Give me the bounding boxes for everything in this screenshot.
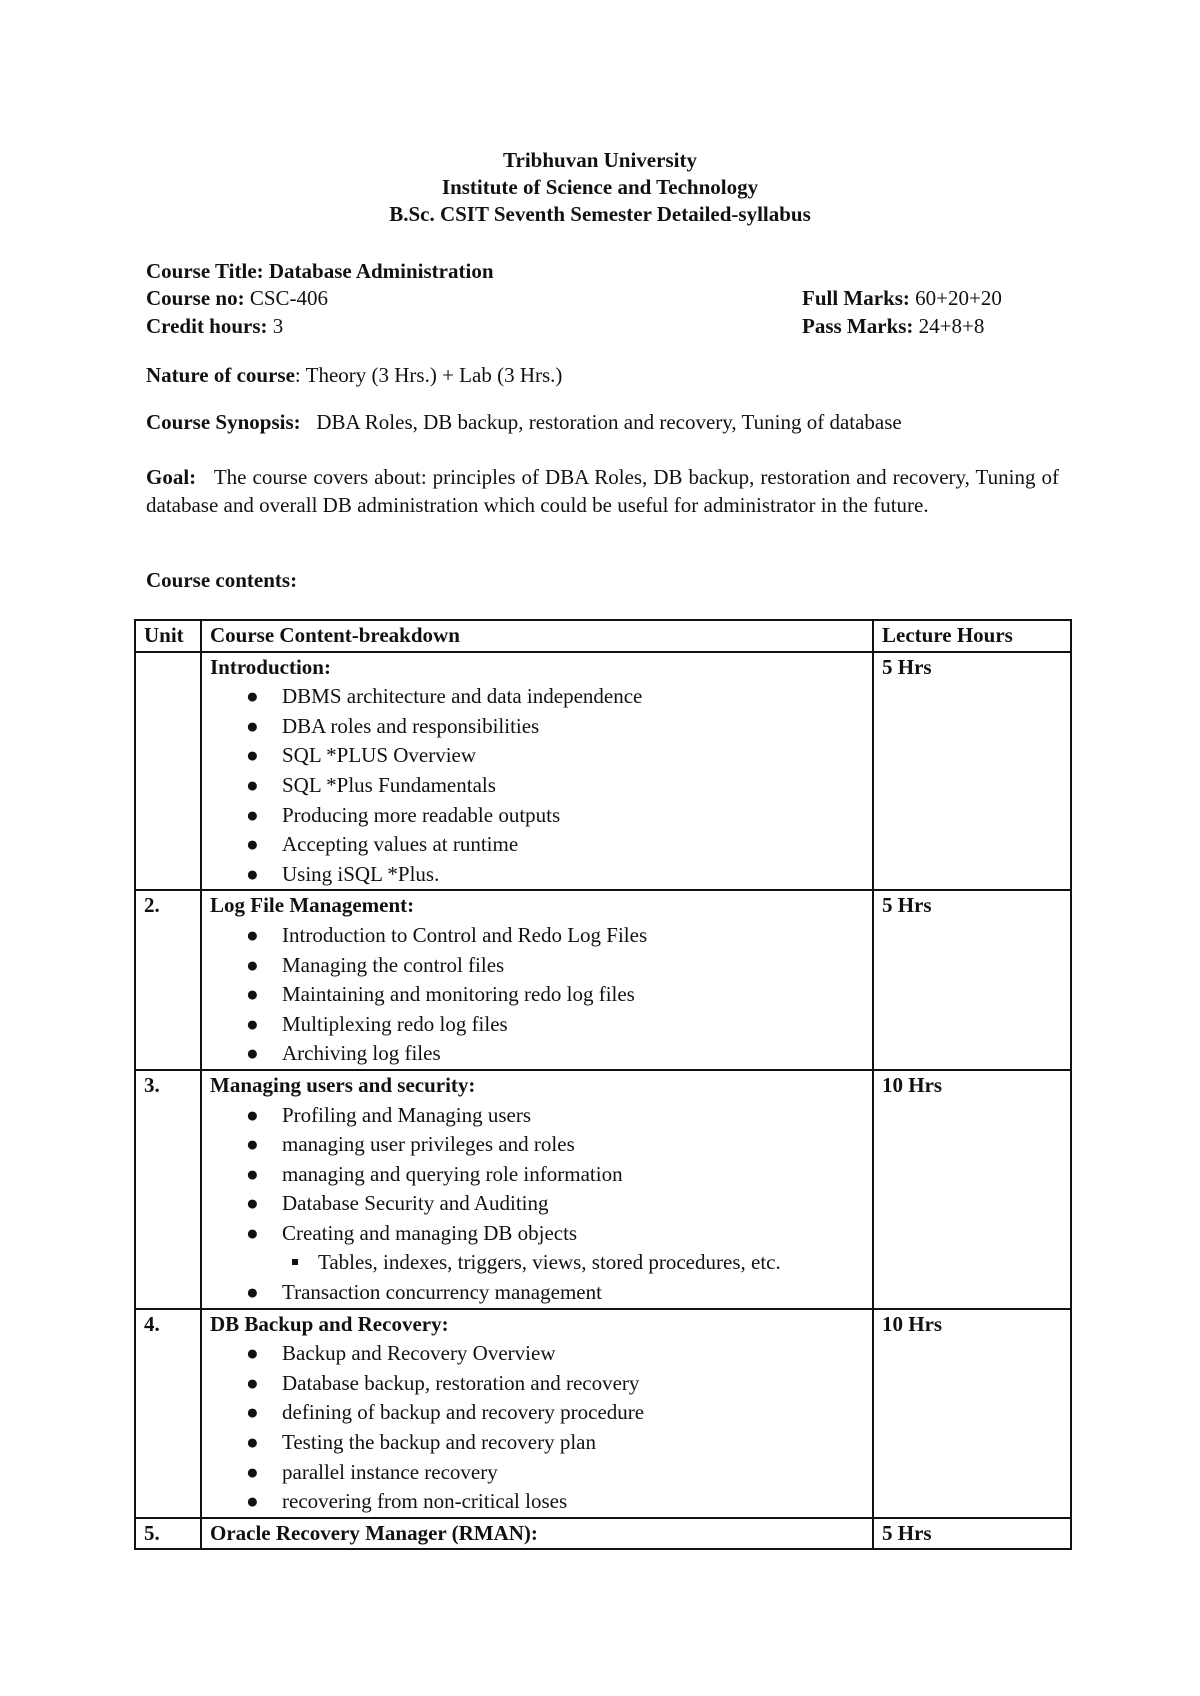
bullet-icon: ● [246,1132,259,1157]
synopsis-value: DBA Roles, DB backup, restoration and recovery, Tuning of database [316,410,902,434]
pass-marks-line [802,313,984,340]
list-item: ● Multiplexing redo log files [282,1010,872,1040]
unit-content [201,1070,873,1309]
course-title-line [146,258,494,285]
institute-name: Institute of Science and Technology [441,175,759,199]
bullet-icon: ● [246,743,259,768]
topic-list [210,682,872,889]
topic-list [210,1101,872,1308]
unit-number: 5. [135,1518,201,1550]
header-unit: Unit [135,620,201,652]
nature-value: : Theory (3 Hrs.) + Lab (3 Hrs.) [294,363,563,387]
course-no-label: Course no: [146,286,245,310]
bullet-icon: ● [246,684,259,709]
course-contents-table [134,619,1072,1550]
list-item: ● DBMS architecture and data independence [282,682,872,712]
bullet-icon: ● [246,802,259,827]
course-no-line [146,285,328,312]
bullet-icon: ● [246,1489,259,1514]
goal-paragraph [146,463,1059,519]
table-row [135,1518,1071,1550]
list-item: ● Testing the backup and recovery plan [282,1428,872,1458]
list-item: ● Maintaining and monitoring redo log files [282,980,872,1010]
pass-marks-label: Pass Marks: [802,314,914,338]
list-item: ● Backup and Recovery Overview [282,1339,872,1369]
list-item: ● defining of backup and recovery procedure [282,1398,872,1428]
unit-content [201,652,873,891]
list-item: ● managing user privileges and roles [282,1130,872,1160]
document-header [0,147,1200,228]
list-item: ● Transaction concurrency management [282,1278,872,1308]
bullet-icon: ● [246,1011,259,1036]
list-item: ● Accepting values at runtime [282,830,872,860]
course-contents-label: Course contents: [146,568,298,592]
bullet-icon: ● [246,1191,259,1216]
bullet-icon: ● [246,1400,259,1425]
list-item: ● recovering from non-critical loses [282,1487,872,1517]
unit-number: 2. [135,890,201,1070]
unit-number: 3. [135,1070,201,1309]
square-bullet-icon [292,1259,298,1265]
bullet-icon: ● [246,832,259,857]
topic-list [210,1339,872,1517]
pass-marks-value: 24+8+8 [918,314,985,338]
bullet-icon: ● [246,922,259,947]
list-item: ● managing and querying role information [282,1160,872,1190]
course-contents-heading [146,567,297,594]
unit-content [201,890,873,1070]
unit-title: Log File Management: [210,893,415,918]
synopsis-label: Course Synopsis: [146,410,301,434]
credit-hours-line [146,313,283,340]
list-item: ● Using iSQL *Plus. [282,860,872,890]
course-no-value: CSC-406 [249,286,329,310]
bullet-icon: ● [246,772,259,797]
sub-topic-list [282,1248,872,1278]
list-item: ● Database backup, restoration and recovery [282,1369,872,1399]
sub-list-item: Tables, indexes, triggers, views, stored procedures, etc. [318,1248,872,1278]
full-marks-label: Full Marks: [802,286,910,310]
list-item: ● Database Security and Auditing [282,1189,872,1219]
credit-hours-label: Credit hours: [146,314,268,338]
bullet-icon: ● [246,1102,259,1127]
list-item: ● Managing the control files [282,951,872,981]
list-item: ● parallel instance recovery [282,1458,872,1488]
bullet-icon: ● [246,1430,259,1455]
topic-list [210,921,872,1069]
unit-title: Managing users and security: [210,1072,476,1097]
goal-text: The course covers about: principles of DBA Roles, DB backup, restoration and recovery, Tuning of database and overall DB administration which could be useful for administrator in the future. [146,465,1059,517]
lecture-hours: 10 Hrs [873,1309,1071,1518]
list-item: ● Introduction to Control and Redo Log Files [282,921,872,951]
nature-label: Nature of course [146,363,295,387]
course-title-label: Course Title: [146,259,264,283]
table-header-row [135,620,1071,652]
list-item: ● Profiling and Managing users [282,1101,872,1131]
table-row [135,1070,1071,1309]
unit-number: 4. [135,1309,201,1518]
unit-title: DB Backup and Recovery: [210,1311,449,1336]
lecture-hours: 10 Hrs [873,1070,1071,1309]
list-item: ● Creating and managing DB objects Tables, indexes, triggers, views, stored procedures, etc. [282,1219,872,1278]
bullet-icon: ● [246,982,259,1007]
full-marks-line [802,285,1002,312]
list-item: ● Archiving log files [282,1039,872,1069]
credit-hours-value: 3 [272,314,284,338]
bullet-icon: ● [246,1041,259,1066]
course-title-value: Database Administration [268,259,494,283]
lecture-hours: 5 Hrs [873,890,1071,1070]
bullet-icon: ● [246,1220,259,1245]
bullet-icon: ● [246,713,259,738]
list-item: ● SQL *Plus Fundamentals [282,771,872,801]
header-content-breakdown: Course Content-breakdown [201,620,873,652]
bullet-icon: ● [246,1370,259,1395]
unit-title: Oracle Recovery Manager (RMAN): [210,1520,538,1545]
syllabus-title: B.Sc. CSIT Seventh Semester Detailed-syllabus [389,202,811,226]
bullet-icon: ● [246,861,259,886]
nature-of-course-line [146,362,562,389]
unit-title: Introduction: [210,654,331,679]
bullet-icon: ● [246,1459,259,1484]
bullet-icon: ● [246,1161,259,1186]
course-synopsis-line [146,409,902,436]
unit-number [135,652,201,891]
table-row [135,652,1071,891]
goal-label: Goal: [146,465,197,489]
lecture-hours: 5 Hrs [873,652,1071,891]
unit-content [201,1518,873,1550]
bullet-icon: ● [246,1280,259,1305]
unit-content [201,1309,873,1518]
list-item: ● DBA roles and responsibilities [282,712,872,742]
header-lecture-hours: Lecture Hours [873,620,1071,652]
full-marks-value: 60+20+20 [915,286,1002,310]
list-item: ● Producing more readable outputs [282,801,872,831]
bullet-icon: ● [246,952,259,977]
university-name: Tribhuvan University [503,148,697,172]
lecture-hours: 5 Hrs [873,1518,1071,1550]
table-row [135,1309,1071,1518]
bullet-icon: ● [246,1341,259,1366]
list-item: ● SQL *PLUS Overview [282,741,872,771]
table-row [135,890,1071,1070]
